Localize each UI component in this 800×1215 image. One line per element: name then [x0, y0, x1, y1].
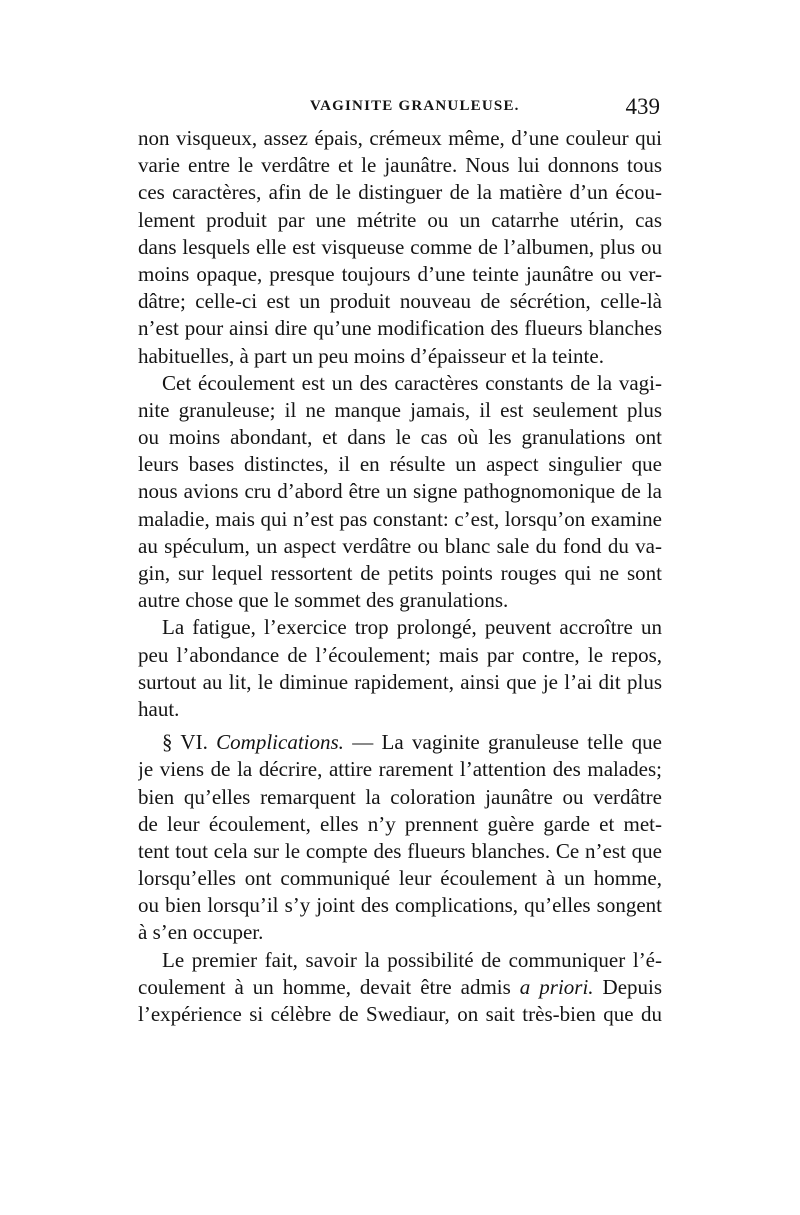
text-fragment: coulement à un homme, devait être admis — [138, 974, 511, 999]
text-line: moins opaque, presque toujours d’une teinte jaunâtre ou ver- — [138, 261, 662, 286]
text-line: haut. — [138, 696, 180, 721]
text-line: nite granuleuse; il ne manque jamais, il est seulement plus — [138, 397, 662, 422]
section-title: Complications. — [216, 730, 344, 755]
body-text — [138, 125, 662, 1028]
italic-phrase: a priori. — [519, 974, 594, 999]
section-dash: — — [352, 730, 374, 755]
text-line: nous avions cru d’abord être un signe pathognomonique de la — [138, 479, 662, 504]
text-line: ou bien lorsqu’il s’y joint des complications, qu’elles songent — [138, 893, 662, 918]
text-line: n’est pour ainsi dire qu’une modification des flueurs blanches — [138, 316, 662, 341]
text-line: varie entre le verdâtre et le jaunâtre. Nous lui donnons tous — [138, 153, 662, 178]
text-line: La fatigue, l’exercice trop prolongé, peuvent accroître un — [162, 615, 662, 640]
text-line: lorsqu’elles ont communiqué leur écoulement à un homme, — [138, 866, 662, 891]
text-line: tent tout cela sur le compte des flueurs blanches. Ce n’est que — [138, 838, 662, 863]
text-line: lement produit par une métrite ou un catarrhe utérin, cas — [138, 207, 662, 232]
running-head: VAGINITE GRANULEUSE. — [310, 98, 520, 114]
text-line: leurs bases distinctes, il en résulte un aspect singulier que — [138, 452, 662, 477]
text-line-with-italic — [138, 974, 662, 1001]
text-line: autre chose que le sommet des granulations. — [138, 588, 509, 613]
section-heading-line — [138, 729, 662, 756]
text-line: l’expérience si célèbre de Swediaur, on sait très-bien que du — [138, 1002, 662, 1026]
text-line: maladie, mais qui n’est pas constant: c’est, lorsqu’on examine — [138, 506, 662, 531]
text-line: surtout au lit, le diminue rapidement, ainsi que je l’ai dit plus — [138, 669, 662, 694]
text-line: gin, sur lequel ressortent de petits points rouges qui ne sont — [138, 561, 662, 585]
text-line: Le premier fait, savoir la possibilité de communiquer l’é- — [162, 947, 662, 972]
section-complications — [138, 729, 662, 947]
text-line: à s’en occuper. — [138, 920, 264, 945]
paragraph-3 — [138, 614, 662, 723]
text-fragment: Depuis — [602, 974, 662, 999]
page-number: 439 — [625, 94, 660, 119]
section-label: § VI. — [162, 730, 208, 755]
text-line: ces caractères, afin de le distinguer de la matière d’un écou- — [138, 180, 662, 205]
section-first-line-text: La vaginite granuleuse telle que — [381, 730, 662, 755]
page-header — [138, 94, 662, 124]
text-line: je viens de la décrire, attire rarement l’attention des malades; — [138, 757, 662, 782]
text-line: non visqueux, assez épais, crémeux même, d’une couleur qui — [138, 126, 662, 150]
text-line: au spéculum, un aspect verdâtre ou blanc sale du fond du va- — [138, 533, 662, 558]
paragraph-1 — [138, 125, 662, 370]
text-line: ou moins abondant, et dans le cas où les granulations ont — [138, 425, 662, 450]
paragraph-5 — [138, 947, 662, 1029]
text-line: de leur écoulement, elles n’y prennent guère garde et met- — [138, 811, 662, 836]
text-line: bien qu’elles remarquent la coloration jaunâtre ou verdâtre — [138, 784, 662, 809]
text-line: dans lesquels elle est visqueuse comme de l’albumen, plus ou — [138, 234, 662, 259]
paragraph-2 — [138, 370, 662, 615]
text-line: Cet écoulement est un des caractères constants de la vagi- — [162, 370, 662, 395]
text-line: habituelles, à part un peu moins d’épaisseur et la teinte. — [138, 343, 604, 368]
text-line: peu l’abondance de l’écoulement; mais par contre, le repos, — [138, 642, 662, 667]
text-line: dâtre; celle-ci est un produit nouveau de sécrétion, celle-là — [138, 289, 662, 314]
